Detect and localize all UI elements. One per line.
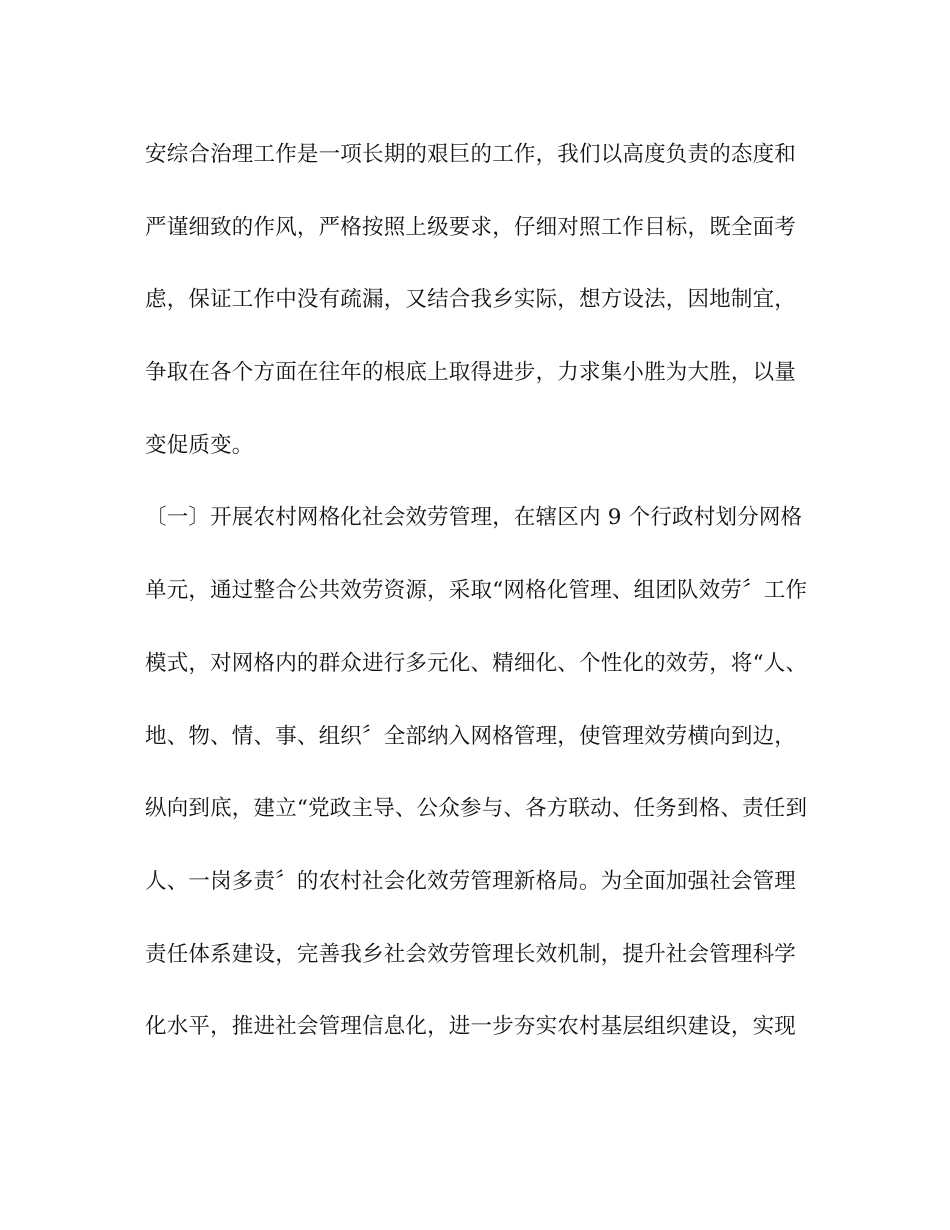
text-line: 〔一〕开展农村网格化社会效劳管理，在辖区内 9 个行政村划分网格 [145, 505, 803, 531]
document-body [145, 138, 825, 1083]
text-line: 地、物、情、事、组织〞全部纳入网格管理，使管理效劳横向到边， [145, 723, 797, 749]
text-line: 模式，对网格内的群众进行多元化、精细化、个性化的效劳，将“人、 [145, 650, 808, 676]
text-line: 变促质变。 [145, 432, 254, 458]
text-line: 单元，通过整合公共效劳资源，采取“网格化管理、组团队效劳〞工作 [145, 578, 808, 604]
text-line: 责任体系建设，完善我乡社会效劳管理长效机制，提升社会管理科学 [145, 941, 797, 967]
text-line: 化水平，推进社会管理信息化，进一步夯实农村基层组织建设，实现 [145, 1014, 797, 1040]
text-line: 争取在各个方面在往年的根底上取得进步，力求集小胜为大胜，以量 [145, 360, 797, 386]
text-line: 虑，保证工作中没有疏漏，又结合我乡实际，想方设法，因地制宜， [145, 287, 797, 313]
text-line: 严谨细致的作风，严格按照上级要求，仔细对照工作目标，既全面考 [145, 214, 797, 240]
text-line: 安综合治理工作是一项长期的艰巨的工作，我们以高度负责的态度和 [145, 142, 797, 167]
text-line: 人、一岗多责〞的农村社会化效劳管理新格局。为全面加强社会管理 [145, 868, 797, 894]
text-line: 纵向到底，建立“党政主导、公众参与、各方联动、任务到格、责任到 [145, 796, 808, 822]
